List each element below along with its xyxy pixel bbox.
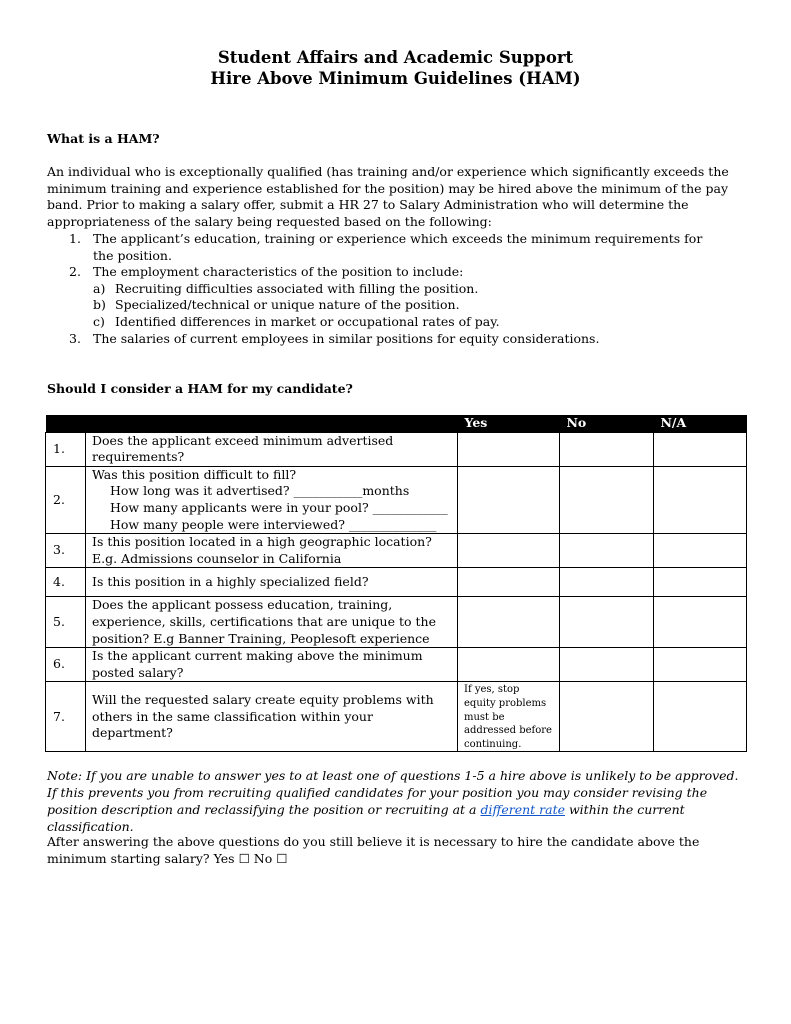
table-row — [46, 534, 747, 568]
question-number: 6. — [46, 648, 86, 682]
question-text: Is this position located in a high geographic location? E.g. Admissions counselor in California — [86, 534, 458, 568]
list-number: 1. — [69, 231, 81, 246]
question-text: Was this position difficult to fill? — [92, 466, 297, 482]
final-yes-label: Yes — [213, 851, 235, 866]
question-number: 3. — [46, 534, 86, 568]
answer-no-cell[interactable] — [560, 534, 654, 568]
answer-yes-cell[interactable] — [458, 534, 560, 568]
question-text: Does the applicant possess education, training, experience, skills, certifications that are unique to the position? E.g Banner Training, Peoplesoft experience — [86, 597, 458, 648]
answer-no-cell[interactable] — [560, 466, 654, 533]
question-text-cell — [86, 466, 458, 533]
yes-checkbox[interactable]: ☐ — [238, 851, 250, 866]
table-row — [46, 648, 747, 682]
answer-no-cell[interactable] — [560, 682, 654, 752]
title-line-2: Hire Above Minimum Guidelines (HAM) — [210, 69, 581, 88]
header-no: No — [560, 415, 654, 432]
list-number: 3. — [69, 331, 81, 346]
answer-na-cell[interactable] — [654, 682, 747, 752]
list-text: Specialized/technical or unique nature of the position. — [115, 297, 460, 312]
title-line-1: Student Affairs and Academic Support — [217, 48, 574, 67]
answer-yes-cell[interactable] — [458, 597, 560, 648]
answer-na-cell[interactable] — [654, 597, 747, 648]
table-row — [46, 432, 747, 466]
question-text: Is this position in a highly specialized field? — [86, 568, 458, 597]
header-na: N/A — [654, 415, 747, 432]
note-text-after: within the current classification. — [47, 802, 685, 834]
answer-na-cell[interactable] — [654, 534, 747, 568]
question-text: Is the applicant current making above the minimum posted salary? — [86, 648, 458, 682]
answer-na-cell[interactable] — [654, 648, 747, 682]
different-rate-link[interactable]: different rate — [480, 802, 565, 817]
table-row — [46, 568, 747, 597]
table-row — [46, 466, 747, 533]
list-text: The employment characteristics of the position to include: — [93, 264, 464, 279]
answer-no-cell[interactable] — [560, 648, 654, 682]
should-consider-heading: Should I consider a HAM for my candidate? — [47, 381, 353, 396]
question-number: 5. — [46, 597, 86, 648]
sub-question-interviewed: How many people were interviewed? ______________ — [110, 516, 437, 532]
sub-question-advertised: How long was it advertised? ___________months — [110, 483, 410, 499]
table-row — [46, 682, 747, 752]
answer-no-cell[interactable] — [560, 432, 654, 466]
question-number: 4. — [46, 568, 86, 597]
sub-question-applicants: How many applicants were in your pool? ____________ — [110, 499, 448, 515]
header-num — [46, 415, 86, 432]
list-number: 2. — [69, 264, 81, 279]
list-letter: c) — [93, 314, 105, 329]
list-letter: a) — [93, 281, 106, 296]
table-row — [46, 597, 747, 648]
answer-na-cell[interactable] — [654, 466, 747, 533]
answer-no-cell[interactable] — [560, 568, 654, 597]
list-letter: b) — [93, 297, 106, 312]
question-number: 1. — [46, 432, 86, 466]
answer-yes-cell[interactable] — [458, 648, 560, 682]
list-text: The applicant’s education, training or experience which exceeds the minimum requirements for the position. — [93, 231, 703, 263]
question-number: 2. — [46, 466, 86, 533]
note-paragraph — [47, 767, 752, 835]
answer-yes-cell[interactable] — [458, 568, 560, 597]
ham-questions-table — [45, 415, 747, 752]
answer-yes-cell[interactable] — [458, 432, 560, 466]
final-question-text: After answering the above questions do you still believe it is necessary to hire the candidate above the minimum starting salary? — [47, 834, 700, 866]
answer-yes-cell[interactable] — [458, 466, 560, 533]
table-header-row — [46, 415, 747, 432]
intro-paragraph: An individual who is exceptionally qualified (has training and/or experience which significantly exceeds the minimum training and experience established for the position) may be hired above the minimum of the pay band. Prior to making a salary offer, submit a HR 27 to Salary Administration who will determine the appropriateness of the salary being requested based on the following: — [47, 164, 729, 229]
no-checkbox[interactable]: ☐ — [276, 851, 288, 866]
what-is-heading: What is a HAM? — [47, 131, 160, 146]
question-number: 7. — [46, 682, 86, 752]
header-yes: Yes — [458, 415, 560, 432]
final-no-label: No — [253, 851, 273, 866]
list-text: The salaries of current employees in similar positions for equity considerations. — [93, 331, 600, 346]
question-text: Does the applicant exceed minimum advertised requirements? — [86, 432, 458, 466]
answer-na-cell[interactable] — [654, 432, 747, 466]
answer-na-cell[interactable] — [654, 568, 747, 597]
final-question — [47, 833, 752, 867]
answer-no-cell[interactable] — [560, 597, 654, 648]
note-text-before: Note: If you are unable to answer yes to at least one of questions 1-5 a hire above is unlikely to be approved. If this prevents you from recruiting qualified candidates for your position you may consider revising the position description and reclassifying the position or recruiting at a — [47, 768, 739, 817]
header-question — [86, 415, 458, 432]
answer-yes-cell[interactable]: If yes, stop equity problems must be addressed before continuing. — [458, 682, 560, 752]
list-text: Recruiting difficulties associated with filling the position. — [115, 281, 479, 296]
page-title — [0, 47, 791, 89]
question-text: Will the requested salary create equity problems with others in the same classification within your department? — [86, 682, 458, 752]
list-text: Identified differences in market or occupational rates of pay. — [115, 314, 500, 329]
